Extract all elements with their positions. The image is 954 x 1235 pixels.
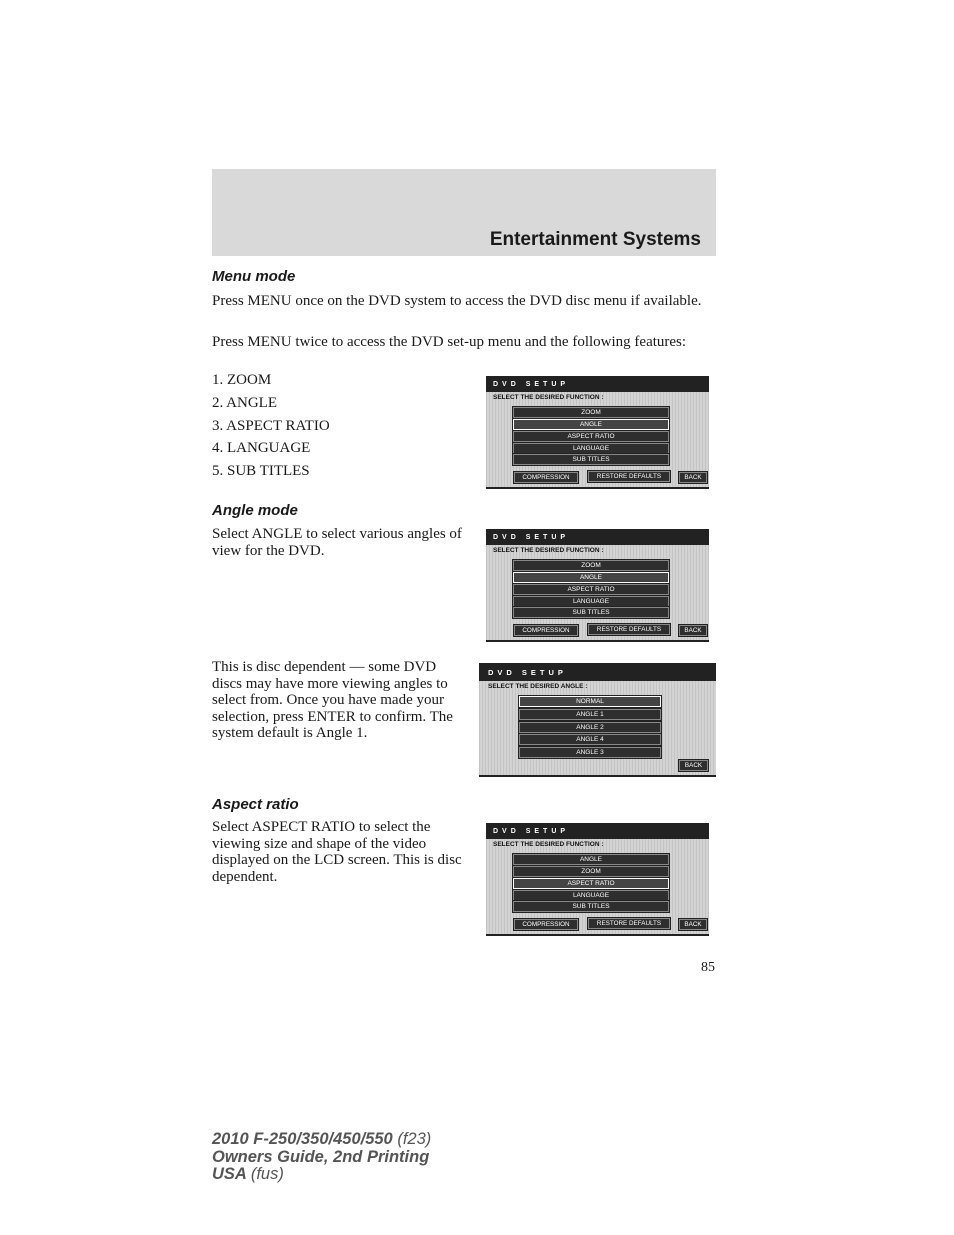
restore-defaults-button[interactable]: RESTORE DEFAULTS bbox=[588, 918, 670, 929]
dvd-option[interactable]: LANGUAGE bbox=[513, 890, 669, 901]
dvd-option-selected[interactable]: ASPECT RATIO bbox=[513, 878, 669, 889]
dvd-screen-subtitle: SELECT THE DESIRED FUNCTION : bbox=[493, 394, 604, 401]
dvd-option[interactable]: ZOOM bbox=[513, 560, 669, 571]
dvd-option[interactable]: ASPECT RATIO bbox=[513, 431, 669, 442]
back-button[interactable]: BACK bbox=[679, 919, 707, 930]
section-title: Entertainment Systems bbox=[489, 229, 701, 250]
back-button[interactable]: BACK bbox=[679, 625, 707, 636]
dvd-screen-title: DVD SETUP bbox=[479, 663, 716, 681]
dvd-screen-subtitle: SELECT THE DESIRED FUNCTION : bbox=[493, 547, 604, 554]
dvd-option[interactable]: SUB TITLES bbox=[513, 901, 669, 912]
dvd-option[interactable]: ANGLE 3 bbox=[519, 747, 661, 758]
compression-button[interactable]: COMPRESSION bbox=[514, 625, 578, 636]
feature-list-item: 1. ZOOM bbox=[212, 372, 272, 388]
dvd-setup-screen-2 bbox=[486, 529, 709, 642]
dvd-option[interactable]: ASPECT RATIO bbox=[513, 584, 669, 595]
restore-defaults-button[interactable]: RESTORE DEFAULTS bbox=[588, 624, 670, 635]
dvd-option-selected[interactable]: ANGLE bbox=[513, 572, 669, 583]
feature-list-item: 5. SUB TITLES bbox=[212, 463, 310, 479]
feature-list-item: 4. LANGUAGE bbox=[212, 440, 311, 456]
angle-mode-paragraph-1: Select ANGLE to select various angles of view for the DVD. bbox=[212, 526, 462, 559]
footer-market: USA bbox=[212, 1165, 247, 1183]
compression-button[interactable]: COMPRESSION bbox=[514, 472, 578, 483]
feature-list-item: 3. ASPECT RATIO bbox=[212, 418, 330, 434]
dvd-setup-screen-3 bbox=[486, 823, 709, 936]
menu-mode-paragraph-2: Press MENU twice to access the DVD set-up menu and the following features: bbox=[212, 334, 687, 350]
aspect-ratio-paragraph: Select ASPECT RATIO to select the viewing size and shape of the video displayed on the LCD screen. This is disc dependent. bbox=[212, 819, 462, 885]
dvd-option[interactable]: ANGLE 1 bbox=[519, 709, 661, 720]
heading-angle-mode: Angle mode bbox=[212, 502, 298, 519]
back-button[interactable]: BACK bbox=[679, 760, 708, 771]
dvd-setup-screen-1 bbox=[486, 376, 709, 489]
page-number: 85 bbox=[701, 960, 715, 975]
dvd-option[interactable]: LANGUAGE bbox=[513, 596, 669, 607]
dvd-screen-subtitle: SELECT THE DESIRED ANGLE : bbox=[488, 683, 588, 690]
dvd-option[interactable]: SUB TITLES bbox=[513, 607, 669, 618]
document-footer bbox=[212, 1131, 431, 1184]
feature-list-item: 2. ANGLE bbox=[212, 395, 277, 411]
dvd-option[interactable]: ANGLE 2 bbox=[519, 722, 661, 733]
dvd-angle-screen bbox=[479, 663, 716, 777]
dvd-option[interactable]: ANGLE bbox=[513, 854, 669, 865]
dvd-screen-subtitle: SELECT THE DESIRED FUNCTION : bbox=[493, 841, 604, 848]
dvd-option[interactable]: ZOOM bbox=[513, 866, 669, 877]
compression-button[interactable]: COMPRESSION bbox=[514, 919, 578, 930]
section-header-band bbox=[212, 169, 716, 256]
dvd-screen-title: DVD SETUP bbox=[486, 529, 709, 545]
footer-model: 2010 F-250/350/450/550 bbox=[212, 1130, 393, 1148]
menu-mode-paragraph-1: Press MENU once on the DVD system to access the DVD disc menu if available. bbox=[212, 293, 702, 309]
angle-mode-paragraph-2: This is disc dependent — some DVD discs may have more viewing angles to select from. Once you have made your selection, press ENTER to confirm. The system default is Angle 1. bbox=[212, 659, 453, 741]
restore-defaults-button[interactable]: RESTORE DEFAULTS bbox=[588, 471, 670, 482]
footer-model-code: (f23) bbox=[397, 1130, 432, 1148]
dvd-option[interactable]: ZOOM bbox=[513, 407, 669, 418]
dvd-option-selected[interactable]: NORMAL bbox=[519, 696, 661, 707]
dvd-option[interactable]: SUB TITLES bbox=[513, 454, 669, 465]
dvd-screen-title: DVD SETUP bbox=[486, 823, 709, 839]
heading-aspect-ratio: Aspect ratio bbox=[212, 796, 299, 813]
footer-market-code: (fus) bbox=[250, 1165, 284, 1183]
back-button[interactable]: BACK bbox=[679, 472, 707, 483]
dvd-option-selected[interactable]: ANGLE bbox=[513, 419, 669, 430]
dvd-option[interactable]: ANGLE 4 bbox=[519, 734, 661, 745]
heading-menu-mode: Menu mode bbox=[212, 268, 296, 285]
footer-edition: Owners Guide, 2nd Printing bbox=[212, 1147, 430, 1166]
dvd-screen-title: DVD SETUP bbox=[486, 376, 709, 392]
dvd-option[interactable]: LANGUAGE bbox=[513, 443, 669, 454]
